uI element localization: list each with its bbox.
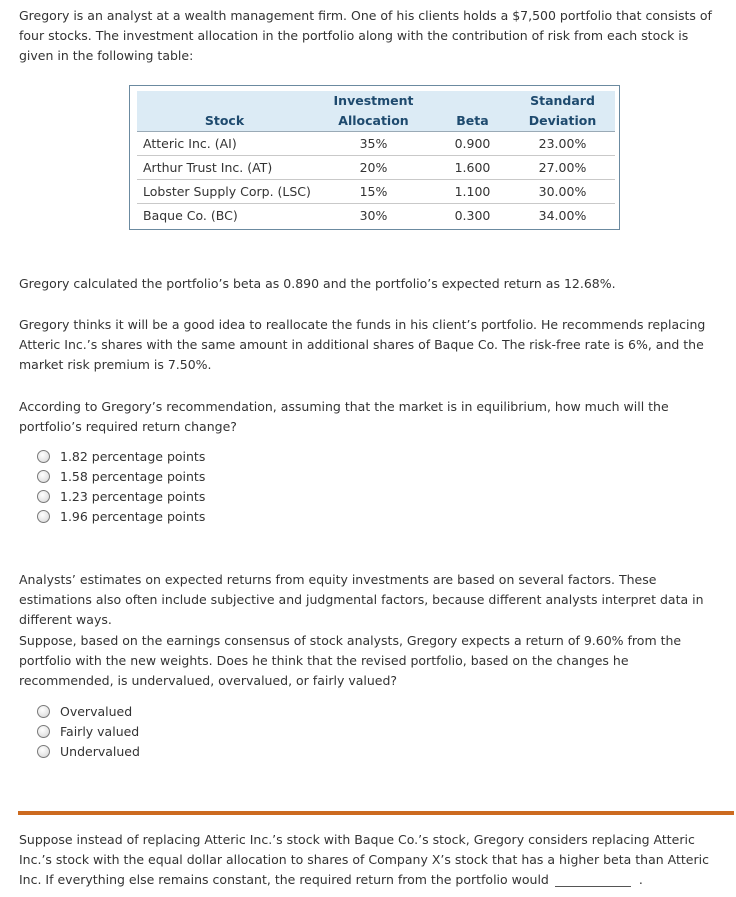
q1-option[interactable] <box>37 506 205 526</box>
cell-allocation: 30% <box>359 207 388 223</box>
cell-stock: Baque Co. (BC) <box>143 207 238 223</box>
table-row <box>137 204 615 228</box>
q1-option-label: 1.58 percentage points <box>60 468 206 484</box>
q2-option-label: Fairly valued <box>60 723 140 739</box>
cell-sd: 23.00% <box>510 132 615 156</box>
q1-option[interactable] <box>37 446 205 466</box>
q1-option-label: 1.96 percentage points <box>60 508 206 524</box>
cell-beta: 1.100 <box>435 180 510 204</box>
stock-table <box>137 91 615 227</box>
q2-option[interactable] <box>37 741 140 761</box>
cell-beta: 0.900 <box>435 132 510 156</box>
q1-option-label: 1.82 percentage points <box>60 448 206 464</box>
radio-icon[interactable] <box>37 705 50 718</box>
question-3-text: Suppose instead of replacing Atteric Inc.’s stock with Baque Co.’s stock, Gregory considers replacing Atteric Inc.’s stock with the equal dollar allocation to shares of Company X’s stock that has a higher beta than Atteric Inc. If everything else remains constant, the required return from the portfolio would <box>19 832 709 887</box>
q1-option[interactable] <box>37 486 205 506</box>
cell-allocation: 35% <box>312 132 435 156</box>
q1-options <box>37 446 205 526</box>
cell-allocation: 15% <box>312 180 435 204</box>
table-row <box>137 132 615 156</box>
table-row <box>137 156 615 180</box>
q2-option-label: Overvalued <box>60 703 133 719</box>
analysts-paragraph: Analysts’ estimates on expected returns from equity investments are based on several factors. These estimations also often include subjective and judgmental factors, because different analysts interpret data in different ways. <box>19 572 704 627</box>
radio-icon[interactable] <box>37 510 50 523</box>
cell-sd: 34.00% <box>538 207 587 223</box>
radio-icon[interactable] <box>37 450 50 463</box>
table-header-row <box>137 91 615 132</box>
question-3 <box>19 830 725 890</box>
intro-paragraph: Gregory is an analyst at a wealth management firm. One of his clients holds a $7,500 portfolio that consists of four stocks. The investment allocation in the portfolio along with the contribution of risk from each stock is given in the following table: <box>19 8 712 63</box>
calc-paragraph: Gregory calculated the portfolio’s beta as 0.890 and the portfolio’s expected return as 12.68%. <box>19 276 616 291</box>
q2-option[interactable] <box>37 721 140 741</box>
q2-option[interactable] <box>37 701 140 721</box>
cell-beta: 1.600 <box>435 156 510 180</box>
radio-icon[interactable] <box>37 470 50 483</box>
q2-options <box>37 701 140 761</box>
cell-stock: Atteric Inc. (AI) <box>137 132 312 156</box>
cell-stock: Arthur Trust Inc. (AT) <box>137 156 312 180</box>
cell-allocation: 20% <box>312 156 435 180</box>
question-3-end: . <box>638 872 643 887</box>
section-divider <box>18 811 734 815</box>
question-2: Suppose, based on the earnings consensus of stock analysts, Gregory expects a return of 9.60% from the portfolio with the new weights. Does he think that the revised portfolio, based on the changes he recommended, is undervalued, overvalued, or fairly valued? <box>19 633 682 688</box>
header-sd: Standard Deviation <box>510 91 615 132</box>
radio-icon[interactable] <box>37 745 50 758</box>
q1-option-label: 1.23 percentage points <box>60 488 206 504</box>
radio-icon[interactable] <box>37 725 50 738</box>
cell-sd: 30.00% <box>510 180 615 204</box>
cell-beta: 0.300 <box>454 207 491 223</box>
q1-option[interactable] <box>37 466 205 486</box>
radio-icon[interactable] <box>37 490 50 503</box>
table-row <box>137 180 615 204</box>
reallocation-paragraph: Gregory thinks it will be a good idea to reallocate the funds in his client’s portfolio. He recommends replacing Atteric Inc.’s shares with the same amount in additional shares of Baque Co. The risk-free rate is 6%, and the market risk premium is 7.50%. <box>19 317 706 372</box>
cell-sd: 27.00% <box>510 156 615 180</box>
header-beta: Beta <box>435 91 510 132</box>
question-1: According to Gregory’s recommendation, assuming that the market is in equilibrium, how much will the portfolio’s required return change? <box>19 399 669 434</box>
cell-stock: Lobster Supply Corp. (LSC) <box>137 180 312 204</box>
header-stock: Stock <box>137 91 312 132</box>
q2-option-label: Undervalued <box>60 743 140 759</box>
stock-table-container <box>129 85 620 230</box>
header-allocation: Investment Allocation <box>312 91 435 132</box>
answer-dropdown[interactable] <box>555 872 631 887</box>
